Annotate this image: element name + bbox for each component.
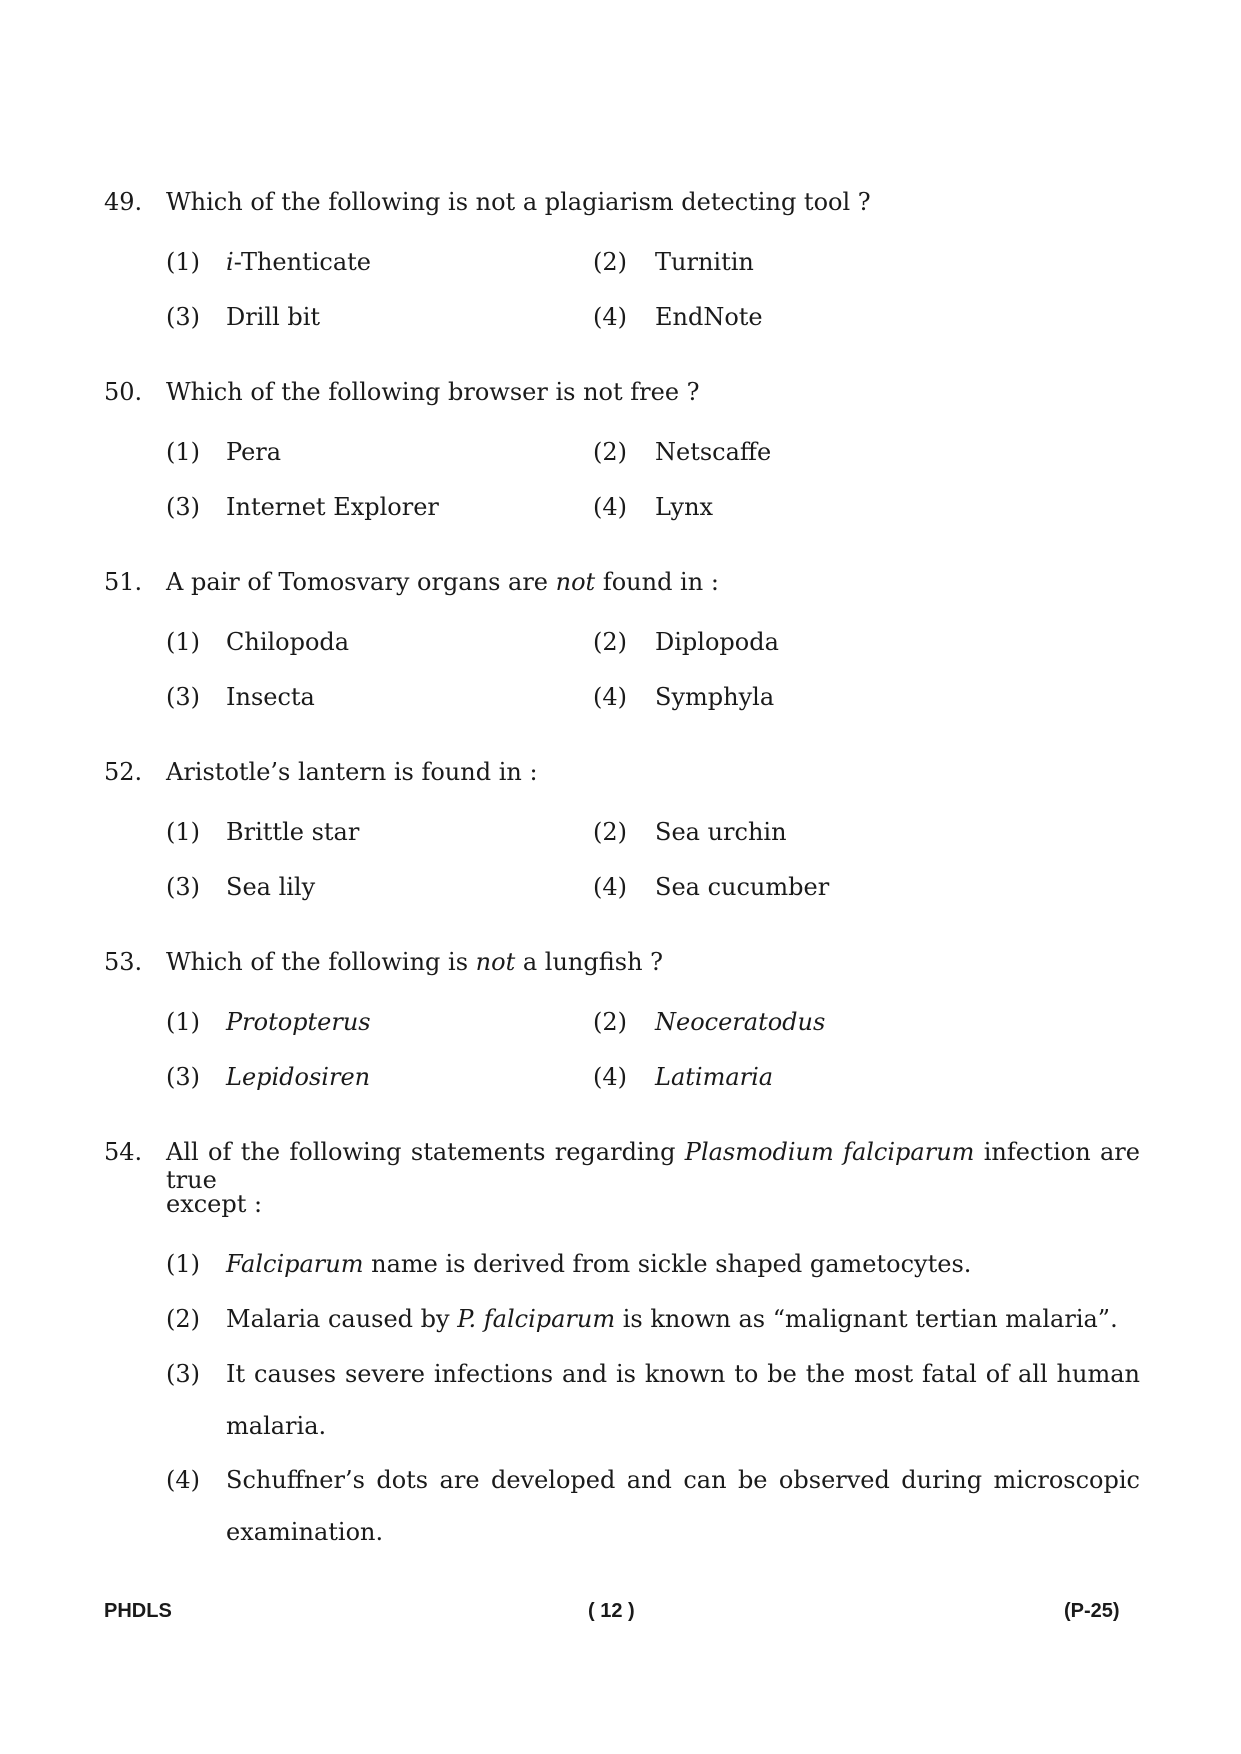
question-number: 53.: [104, 948, 143, 976]
question-text: A pair of Tomosvary organs are not found in :: [166, 568, 719, 596]
footer-page-number: ( 12 ): [588, 1600, 635, 1622]
option-text: Netscaffe: [655, 438, 772, 466]
footer-paper-code: (P-25): [1064, 1600, 1120, 1622]
question-number: 49.: [104, 188, 143, 216]
option-text: i-Thenticate: [226, 248, 371, 276]
option-text-continued: examination.: [226, 1518, 384, 1546]
option-text: Insecta: [226, 683, 315, 711]
option-text: Sea lily: [226, 873, 316, 901]
option-text: Falciparum name is derived from sickle shaped gametocytes.: [226, 1250, 972, 1278]
option-number: (4): [593, 683, 627, 711]
option-number: (1): [166, 818, 200, 846]
option-text: Diplopoda: [655, 628, 779, 656]
option-text: Internet Explorer: [226, 493, 439, 521]
question-text: Aristotle’s lantern is found in :: [166, 758, 538, 786]
option-number: (1): [166, 1008, 200, 1036]
option-text-continued: malaria.: [226, 1412, 327, 1440]
option-number: (3): [166, 873, 200, 901]
question-text: Which of the following is not a plagiarism detecting tool ?: [166, 188, 871, 216]
option-text: Brittle star: [226, 818, 360, 846]
option-number: (2): [166, 1305, 200, 1333]
option-number: (1): [166, 438, 200, 466]
option-number: (4): [593, 493, 627, 521]
option-text: Symphyla: [655, 683, 775, 711]
question-number: 54.: [104, 1138, 143, 1166]
question-number: 50.: [104, 378, 143, 406]
option-number: (2): [593, 248, 627, 276]
question-text: Which of the following browser is not free ?: [166, 378, 700, 406]
option-text: Sea cucumber: [655, 873, 830, 901]
option-text: Sea urchin: [655, 818, 787, 846]
option-text: EndNote: [655, 303, 763, 331]
question-text: All of the following statements regarding Plasmodium falciparum infection are true: [166, 1138, 1140, 1194]
option-number: (4): [593, 1063, 627, 1091]
question-text-continued: except :: [166, 1190, 263, 1218]
option-text: Neoceratodus: [655, 1008, 826, 1036]
option-text: Drill bit: [226, 303, 321, 331]
option-number: (2): [593, 818, 627, 846]
question-text: Which of the following is not a lungfish ?: [166, 948, 664, 976]
question-number: 52.: [104, 758, 143, 786]
option-number: (3): [166, 683, 200, 711]
footer-course-code: PHDLS: [104, 1600, 172, 1622]
option-number: (2): [593, 1008, 627, 1036]
option-text: It causes severe infections and is known to be the most fatal of all human: [226, 1360, 1140, 1388]
option-text: Protopterus: [226, 1008, 371, 1036]
option-text: Lepidosiren: [226, 1063, 371, 1091]
option-number: (1): [166, 628, 200, 656]
option-text: Turnitin: [655, 248, 754, 276]
option-number: (3): [166, 493, 200, 521]
option-number: (3): [166, 303, 200, 331]
option-text: Malaria caused by P. falciparum is known as “malignant tertian malaria”.: [226, 1305, 1118, 1333]
option-number: (4): [166, 1466, 200, 1494]
option-number: (3): [166, 1063, 200, 1091]
option-number: (1): [166, 248, 200, 276]
option-text: Latimaria: [655, 1063, 774, 1091]
option-text: Chilopoda: [226, 628, 350, 656]
option-text: Pera: [226, 438, 282, 466]
option-text: Lynx: [655, 493, 714, 521]
question-number: 51.: [104, 568, 143, 596]
option-text: Schuffner’s dots are developed and can be observed during microscopic: [226, 1466, 1140, 1494]
option-number: (4): [593, 303, 627, 331]
option-number: (2): [593, 438, 627, 466]
option-number: (2): [593, 628, 627, 656]
option-number: (4): [593, 873, 627, 901]
option-number: (3): [166, 1360, 200, 1388]
option-number: (1): [166, 1250, 200, 1278]
